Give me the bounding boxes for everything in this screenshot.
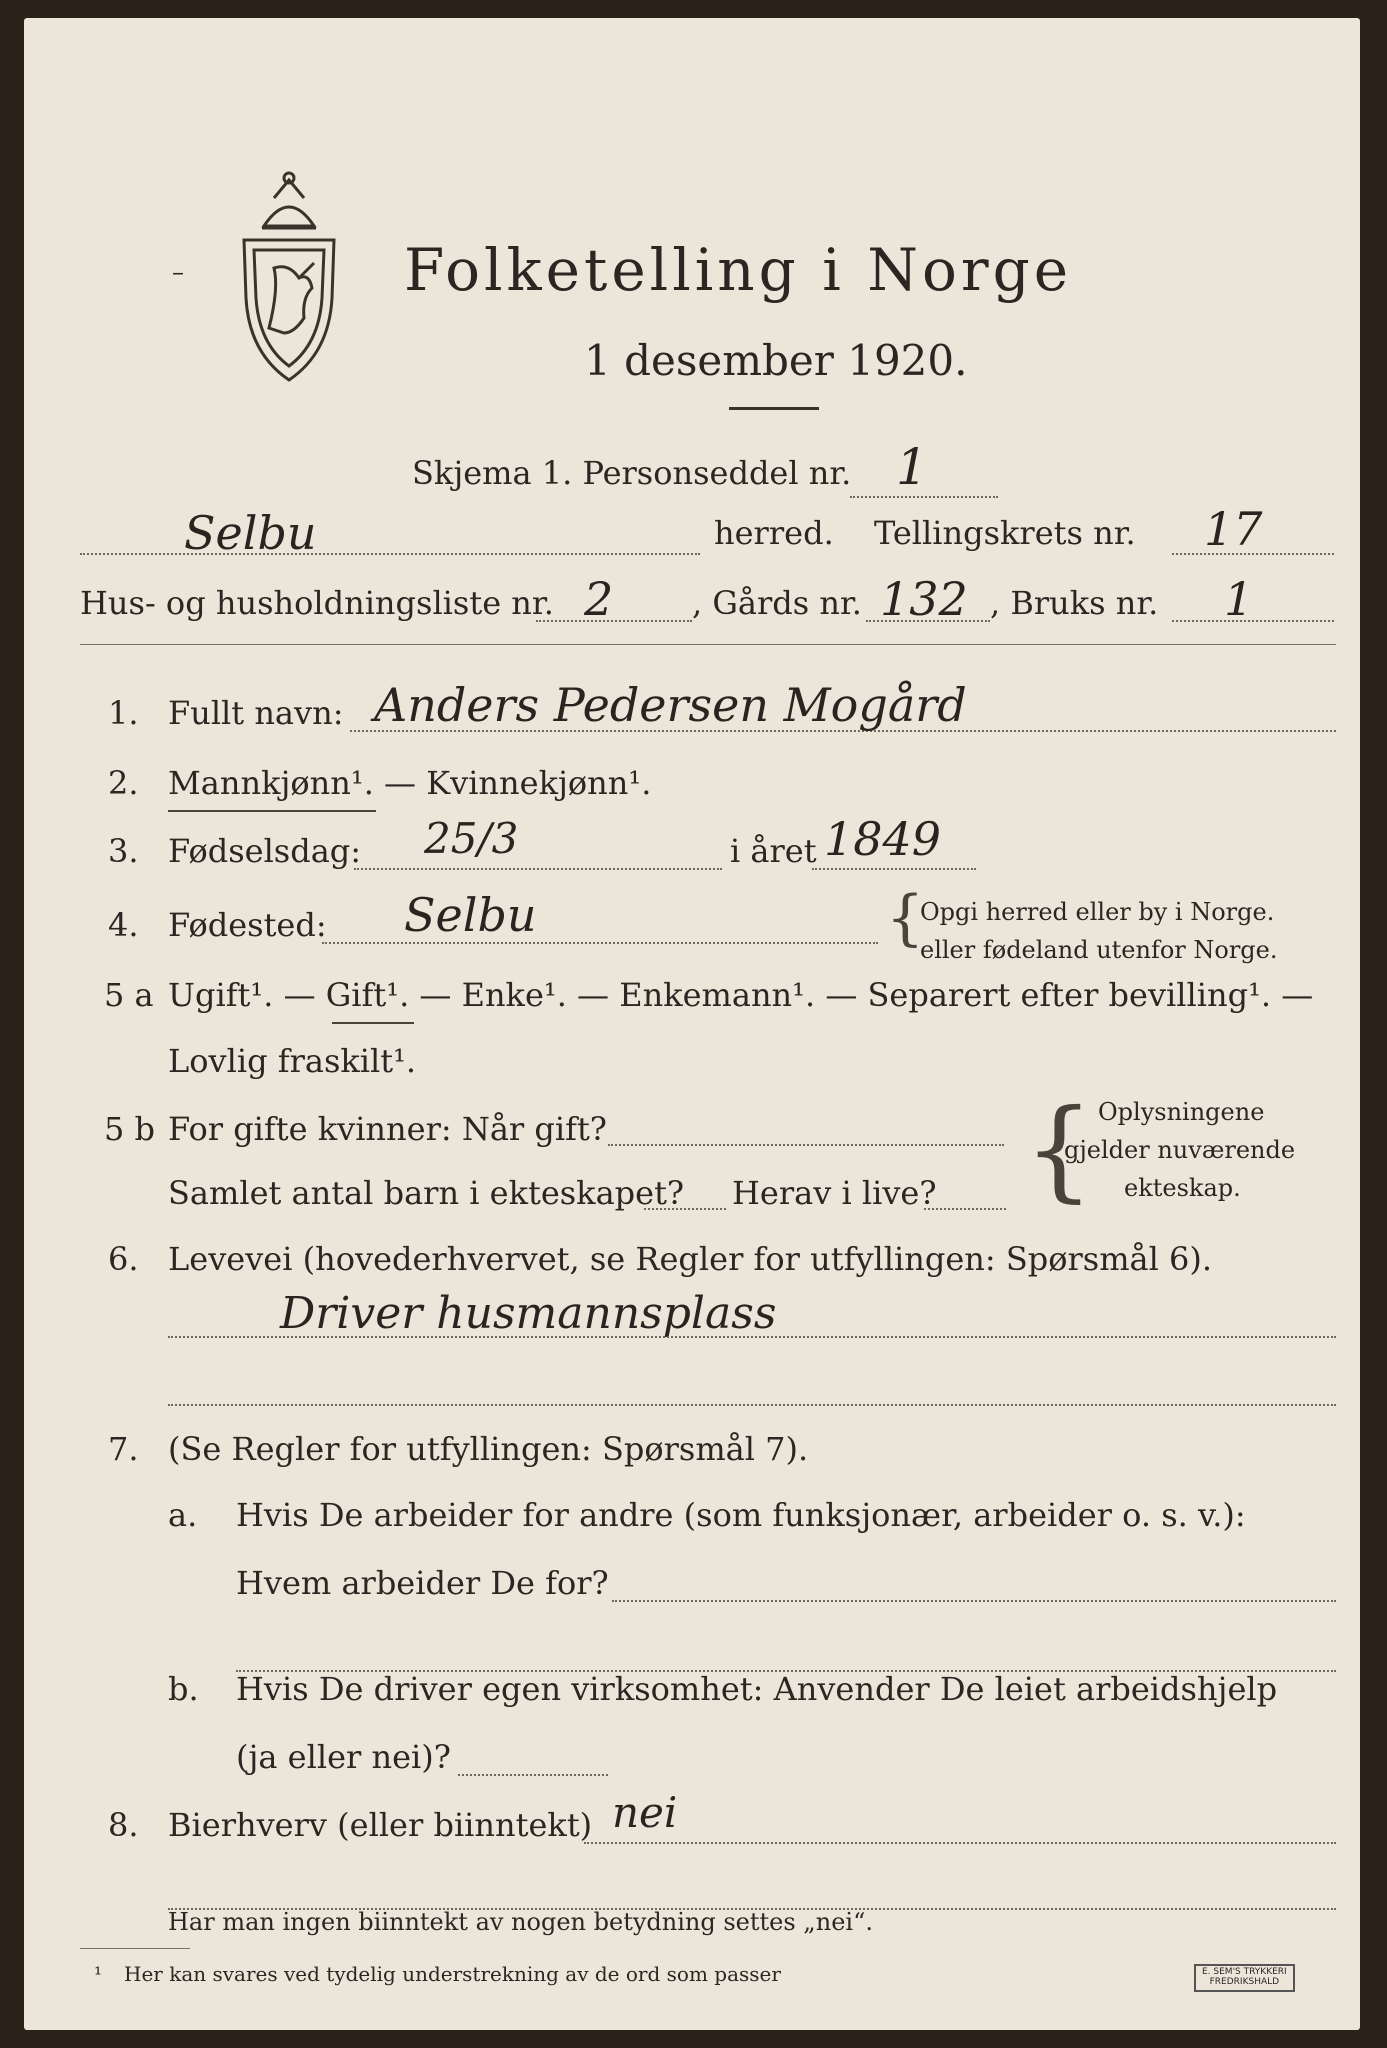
q5b-number: 5 b <box>104 1110 156 1148</box>
occupation-value: Driver husmannsplass <box>280 1288 777 1339</box>
q7b-text: Hvis De driver egen virksomhet: Anvender De leiet arbeidshjelp <box>236 1670 1278 1708</box>
bruks-value: 1 <box>1224 572 1254 626</box>
q4-note-1: Opgi herred eller by i Norge. <box>920 898 1275 926</box>
children-alive-label: Herav i live? <box>732 1174 937 1212</box>
birth-year-value: 1849 <box>824 812 942 866</box>
printer-name: E. SEM'S TRYKKERI <box>1202 1967 1287 1977</box>
dash-mark: – <box>172 258 184 286</box>
printer-stamp <box>1194 1964 1295 1992</box>
birthplace-field-line <box>322 942 878 944</box>
children-alive-field-line <box>924 1208 1006 1210</box>
q7a-number: a. <box>168 1496 198 1534</box>
q5a-number: 5 a <box>104 976 154 1014</box>
q7a-text-2: Hvem arbeider De for? <box>236 1564 609 1602</box>
marital-underline <box>332 1022 414 1024</box>
q4-note-2: eller fødeland utenfor Norge. <box>920 936 1278 964</box>
personseddel-number: 1 <box>896 438 928 496</box>
coat-of-arms-icon <box>234 168 344 388</box>
occupation-field-line-1 <box>168 1336 1336 1338</box>
page-title: Folketelling i Norge <box>404 236 1073 304</box>
birthdate-field-line <box>354 868 722 870</box>
q5b-note-1: Oplysningene <box>1098 1098 1265 1126</box>
full-name-value: Anders Pedersen Mogård <box>374 678 967 732</box>
married-when-label: For gifte kvinner: Når gift? <box>168 1110 607 1148</box>
q6-number: 6. <box>108 1240 139 1278</box>
husholdningsliste-label: Hus- og husholdningsliste nr. <box>80 584 554 622</box>
tellingskrets-value: 17 <box>1204 502 1263 556</box>
side-income-field-line <box>584 1842 1336 1844</box>
husholdningsliste-value: 2 <box>584 572 614 626</box>
birthplace-value: Selbu <box>404 888 537 942</box>
census-date: 1 desember 1920. <box>584 336 968 385</box>
bruks-label: , Bruks nr. <box>990 584 1159 622</box>
q4-label: Fødested: <box>168 906 327 944</box>
q8-number: 8. <box>108 1806 139 1844</box>
children-total-field-line <box>644 1208 726 1210</box>
side-income-label: Bierhverv (eller biinntekt) <box>168 1806 593 1844</box>
husholdningsliste-field-line <box>536 620 692 622</box>
footnote-mark: ¹ <box>94 1962 103 1986</box>
q5b-note-3: ekteskap. <box>1124 1174 1241 1202</box>
q4-number: 4. <box>108 906 139 944</box>
title-divider <box>729 407 819 410</box>
herred-label: herred. <box>714 514 834 552</box>
side-income-value: nei <box>612 1788 678 1837</box>
herred-value: Selbu <box>184 506 317 560</box>
birthdate-value: 25/3 <box>424 814 519 863</box>
q5b-brace: { <box>1024 1085 1094 1213</box>
q7b-number: b. <box>168 1670 199 1708</box>
birth-year-field-line <box>812 868 976 870</box>
q7a-text: Hvis De arbeider for andre (som funksjonær, arbeider o. s. v.): <box>236 1496 1246 1534</box>
employer-field-line <box>612 1600 1336 1602</box>
marital-status-options-2: Lovlig fraskilt¹. <box>168 1042 417 1080</box>
marital-status-options: Ugift¹. — Gift¹. — Enke¹. — Enkemann¹. — Separert efter bevilling¹. — <box>168 976 1314 1014</box>
occupation-label: Levevei (hovederhvervet, se Regler for utfyllingen: Spørsmål 6). <box>168 1240 1213 1278</box>
q5b-note-2: gjelder nuværende <box>1064 1136 1296 1164</box>
occupation-field-line-2 <box>168 1404 1336 1406</box>
q7-number: 7. <box>108 1430 139 1468</box>
q7-label: (Se Regler for utfyllingen: Spørsmål 7). <box>168 1430 809 1468</box>
skjema-label: Skjema 1. Personseddel nr. <box>412 454 852 492</box>
gards-value: 132 <box>880 572 968 626</box>
q3-number: 3. <box>108 832 139 870</box>
header-divider <box>80 644 1336 645</box>
skjema-field-line <box>850 496 998 498</box>
bottom-note: Har man ingen biinntekt av nogen betydning settes „nei“. <box>168 1908 873 1936</box>
gards-label: , Gårds nr. <box>692 584 862 622</box>
birth-year-label: i året <box>730 832 817 870</box>
census-form <box>24 18 1360 2030</box>
gender-options: Mannkjønn¹. — Kvinnekjønn¹. <box>168 764 652 802</box>
q1-label: Fullt navn: <box>168 694 344 732</box>
gender-underline <box>168 810 376 812</box>
herred-field-line <box>80 553 700 555</box>
q7b-text-2: (ja eller nei)? <box>236 1738 451 1776</box>
q3-label: Fødselsdag: <box>168 832 362 870</box>
q1-number: 1. <box>108 694 139 732</box>
children-total-label: Samlet antal barn i ekteskapet? <box>168 1174 685 1212</box>
footnote-divider <box>80 1948 190 1949</box>
hired-help-field-line <box>458 1774 608 1776</box>
q4-brace: { <box>886 883 925 953</box>
printer-location: FREDRIKSHALD <box>1209 1976 1280 1987</box>
tellingskrets-label: Tellingskrets nr. <box>874 514 1136 552</box>
q2-number: 2. <box>108 764 139 802</box>
footnote-text: Her kan svares ved tydelig understrekning av de ord som passer <box>124 1962 781 1986</box>
married-when-field-line <box>608 1144 1004 1146</box>
